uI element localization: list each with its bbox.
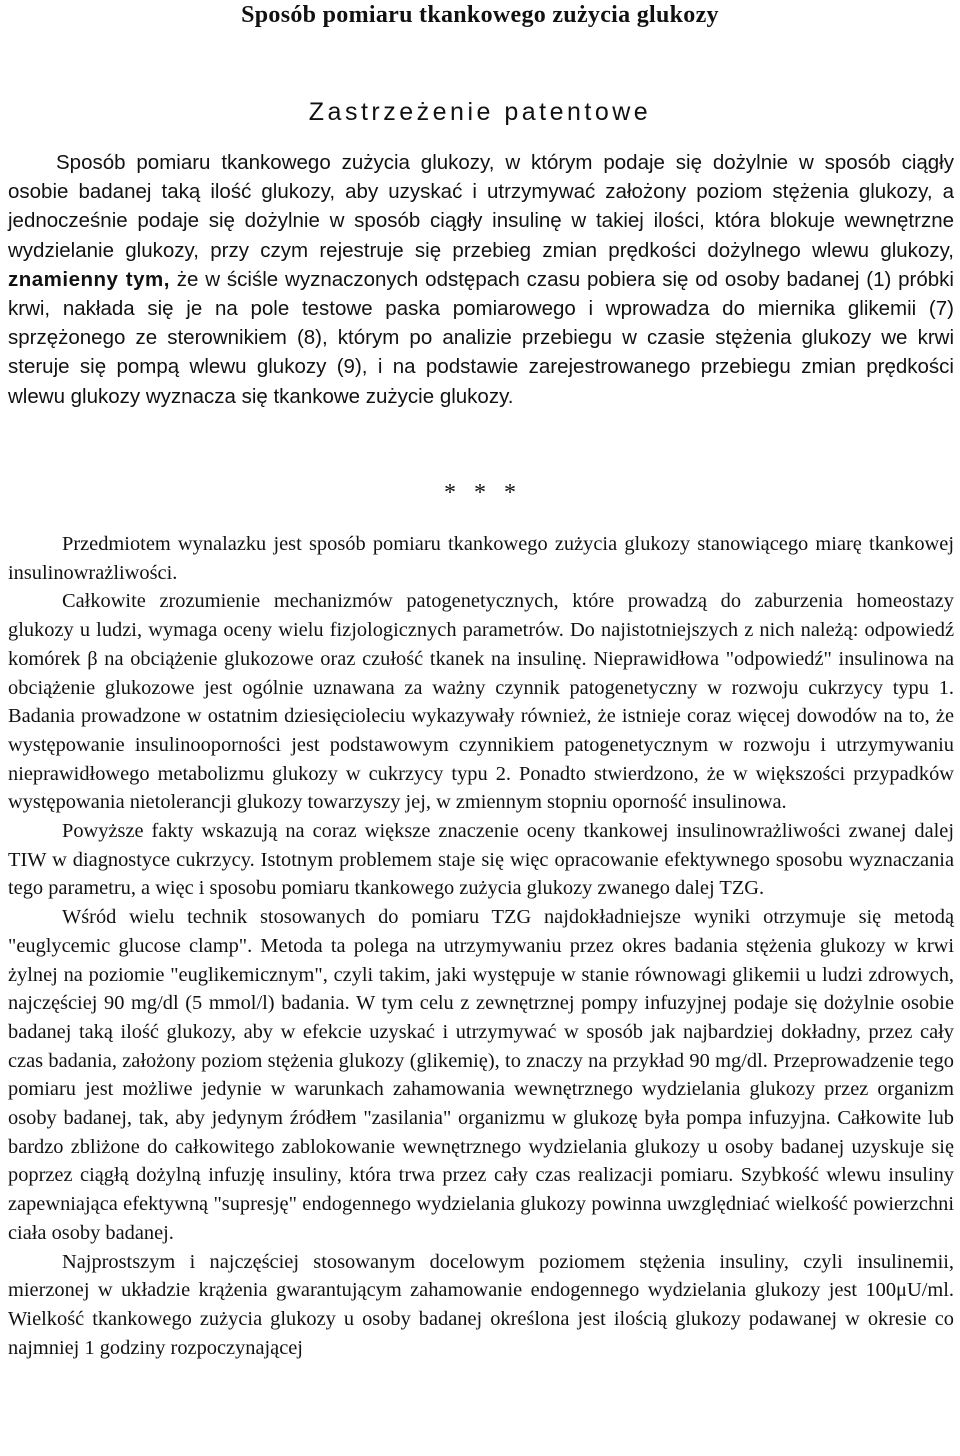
claim-characterizing-mark: znamienny tym,	[8, 267, 170, 291]
paragraph: Powyższe fakty wskazują na coraz większe znaczenie oceny tkankowej insulinowrażliwości zwanej dalej TIW w diagnostyce cukrzycy. Istotnym problemem staje się więc opracowanie efektywnego sposobu wyznaczania tego parametru, a więc i sposobu pomiaru tkankowego zużycia glukozy zwanego dalej TZG.	[8, 820, 954, 900]
paragraph: Najprostszym i najczęściej stosowanym docelowym poziomem stężenia insuliny, czyli insulinemii, mierzonej w układzie krążenia gwarantującym zahamowanie endogennego wydzielania glukozy jest 100μU/ml. Wielkość tkankowego zużycia glukozy u osoby badanej określona jest ilością glukozy podawanej w okresie co najmniej 1 godziny rozpoczynającej	[8, 1250, 954, 1359]
section-separator: * * *	[444, 480, 516, 506]
document-title: Sposób pomiaru tkankowego zużycia glukozy	[241, 2, 719, 28]
claim-text-after: że w ściśle wyznaczonych odstępach czasu pobiera się od osoby badanej (1) próbki krwi, nakłada się je na pole testowe paska pomiarowego i wprowadza do miernika glikemii (7) sprzężonego ze sterownikiem (8), którym po analizie przebiegu w czasie stężenia glukozy we krwi steruje się pompą wlewu glukozy (9), i na podstawie zarejestrowanego przebiegu zmian prędkości wlewu glukozy wyznacza się tkankowe zużycie glukozy.	[8, 267, 954, 408]
paragraph: Przedmiotem wynalazku jest sposób pomiaru tkankowego zużycia glukozy stanowiącego miarę tkankowej insulinowrażliwości.	[8, 533, 954, 584]
claim-text-before: Sposób pomiaru tkankowego zużycia glukozy, w którym podaje się dożylnie w sposób ciągły osobie badanej taką ilość glukozy, aby uzyskać i utrzymywać założony poziom stężenia glukozy, a jednocześnie podaje się dożylnie w sposób ciągły insulinę w takiej ilości, która blokuje wewnętrzne wydzielanie glukozy, przy czym rejestruje się przebieg zmian prędkości dożylnego wlewu glukozy,	[8, 151, 954, 262]
section-heading: Zastrzeżenie patentowe	[308, 98, 652, 126]
description-body	[8, 530, 954, 1362]
patent-claim	[8, 148, 954, 411]
paragraph: Wśród wielu technik stosowanych do pomiaru TZG najdokładniejsze wyniki otrzymuje się metodą "euglycemic glucose clamp". Metoda ta polega na utrzymywaniu przez okres badania stężenia glukozy w krwi żylnej na poziomie "euglikemicznym", czyli takim, jaki występuje w stanie równowagi glikemii u ludzi zdrowych, najczęściej 90 mg/dl (5 mmol/l) badania. W tym celu z zewnętrznej pompy infuzyjnej podaje się dożylnie osobie badanej taką ilość glukozy, aby w efekcie uzyskać i utrzymywać w sposób jak najbardziej dokładny, przez cały czas badania, założony poziom stężenia glukozy (glikemię), to znaczy na przykład 90 mg/dl. Przeprowadzenie tego pomiaru jest możliwe jedynie w warunkach zahamowania wewnętrznego wydzielania glukozy przez organizm osoby badanej, tak, aby jedynym źródłem "zasilania" organizmu w glukozę była pompa infuzyjna. Całkowite lub bardzo zbliżone do całkowitego zablokowanie wewnętrznego wydzielania glukozy u osoby badanej uzyskuje się poprzez ciągłą dożylną infuzję insuliny, która trwa przez cały czas realizacji pomiaru. Szybkość wlewu insuliny zapewniająca efektywną "supresję" endogennego wydzielania glukozy powinna uwzględniać wielkość powierzchni ciała osoby badanej.	[8, 906, 954, 1244]
paragraph: Całkowite zrozumienie mechanizmów patogenetycznych, które prowadzą do zaburzenia homeostazy glukozy u ludzi, wymaga oceny wielu fizjologicznych parametrów. Do najistotniejszych z nich należą: odpowiedź komórek β na obciążenie glukozowe oraz czułość tkanek na insulinę. Nieprawidłowa "odpowiedź" insulinowa na obciążenie glukozowe jest ogólnie uznawana za ważny czynnik patogenetyczny w rozwoju cukrzycy typu 1. Badania prowadzone w ostatnim dziesięcioleciu wykazywały również, że istnieje coraz więcej dowodów na to, że występowanie insulinooporności jest podstawowym czynnikiem patogenetycznym w rozwoju i utrzymywaniu nieprawidłowego metabolizmu glukozy w cukrzycy typu 2. Ponadto stwierdzono, że w większości przypadków występowania nietolerancji glukozy towarzyszy jej, w zmiennym stopniu oporność insulinowa.	[8, 590, 954, 814]
